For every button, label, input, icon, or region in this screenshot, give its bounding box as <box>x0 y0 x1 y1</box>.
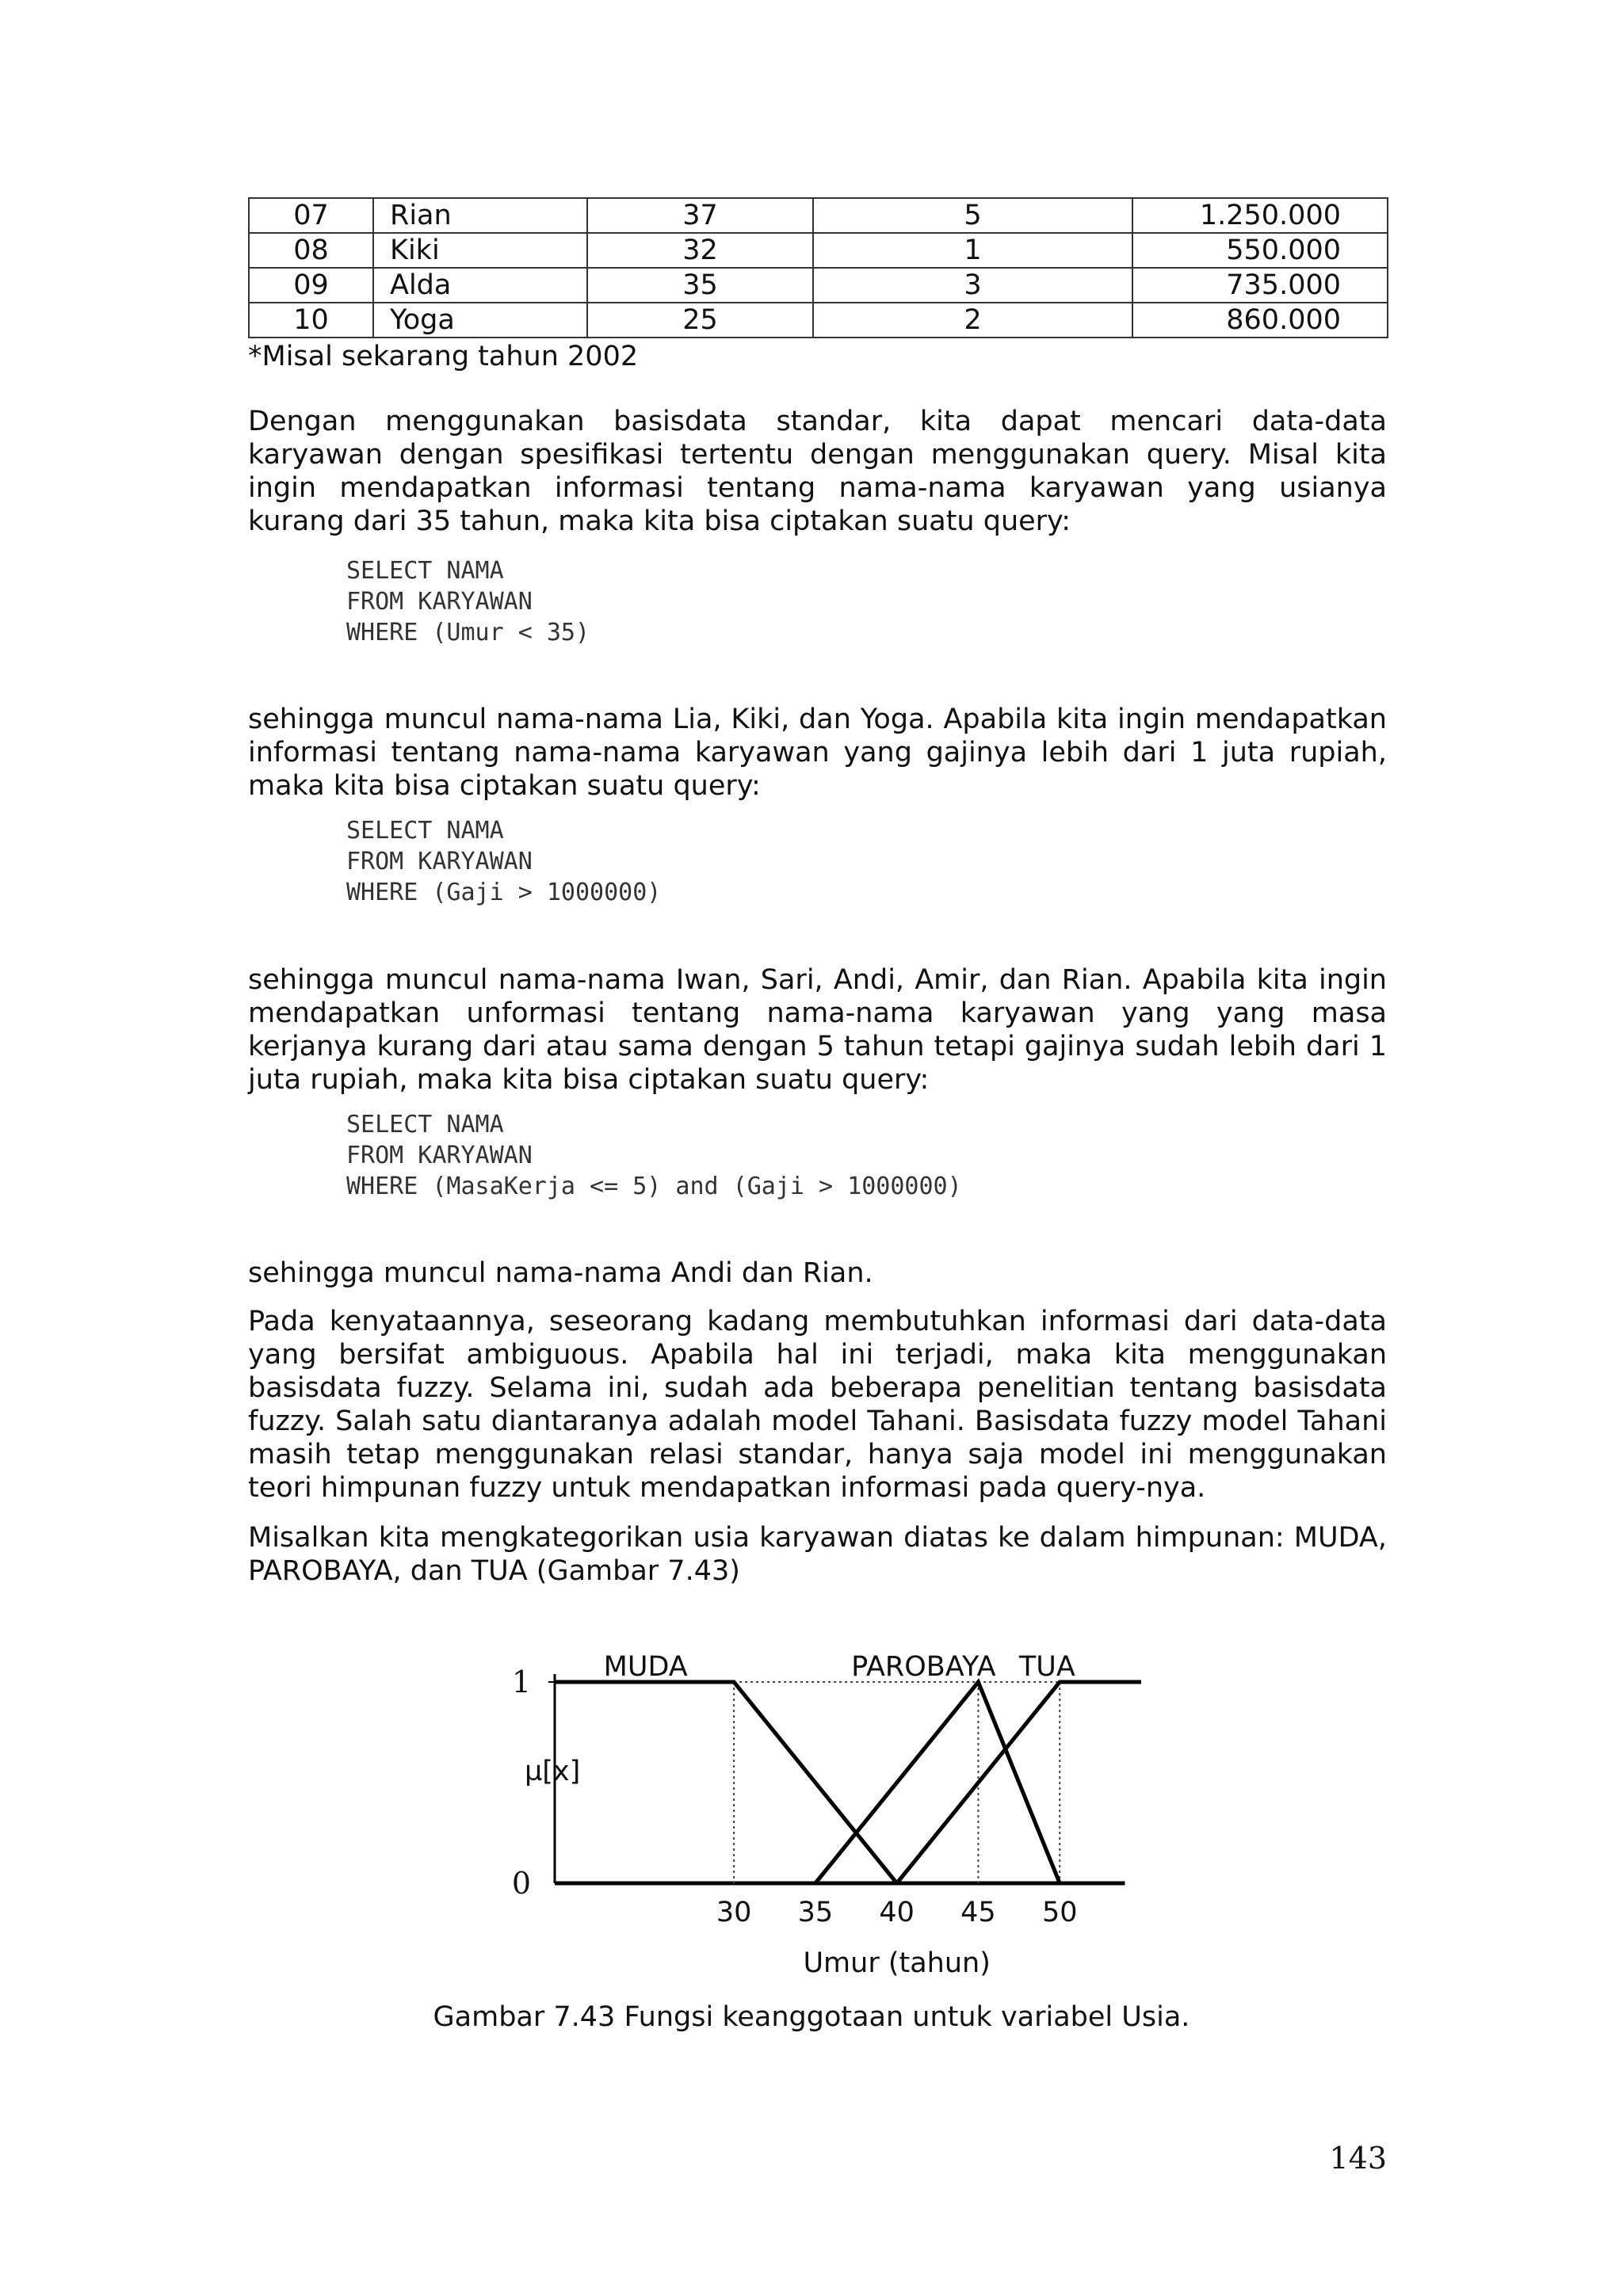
y-tick-label: 0 <box>511 1866 531 1901</box>
cell-no: 07 <box>249 198 373 233</box>
paragraph-4: sehingga muncul nama-nama Andi dan Rian. <box>248 1257 873 1289</box>
cell-gaji: 1.250.000 <box>1132 198 1388 233</box>
paragraph-5: Pada kenyataannya, seseorang kadang membutuhkan informasi dari data-data yang bersifat ambiguous. Apabila hal ini terjadi, maka kita menggunakan basisdata fuzzy. Selama ini, sudah ada beberapa penelitian tentang basisdata fuzzy. Salah satu diantaranya adalah model Tahani. Basisdata fuzzy model Tahani masih tetap menggunakan relasi standar, hanya saja model ini menggunakan teori himpunan fuzzy untuk mendapatkan informasi pada query-nya. <box>248 1306 1387 1504</box>
cell-umur: 37 <box>587 198 813 233</box>
x-tick-label: 35 <box>797 1897 834 1928</box>
table-row <box>249 233 1388 268</box>
cell-no: 10 <box>249 303 373 338</box>
cell-masa-kerja: 3 <box>813 268 1132 303</box>
table-row <box>249 303 1388 338</box>
x-tick-label: 50 <box>1041 1897 1078 1928</box>
series-label: MUDA <box>603 1651 688 1683</box>
cell-gaji: 550.000 <box>1132 233 1388 268</box>
series-label: PAROBAYA <box>851 1651 996 1683</box>
query-2-line: FROM KARYAWAN <box>346 848 533 875</box>
employee-table <box>248 197 1388 338</box>
paragraph-6: Misalkan kita mengkategorikan usia karyawan diatas ke dalam himpunan: MUDA, PAROBAYA, dan TUA (Gambar 7.43) <box>248 1522 1387 1587</box>
membership-function-chart <box>475 1640 1157 1981</box>
y-axis-label: µ[x] <box>525 1756 581 1787</box>
query-1 <box>346 555 590 648</box>
cell-masa-kerja: 5 <box>813 198 1132 233</box>
cell-nama: Kiki <box>373 233 587 268</box>
query-3-line: FROM KARYAWAN <box>346 1142 533 1169</box>
series-parobaya <box>815 1682 1060 1883</box>
series-label: TUA <box>1018 1651 1075 1683</box>
paragraph-2: sehingga muncul nama-nama Lia, Kiki, dan Yoga. Apabila kita ingin mendapatkan informasi tentang nama-nama karyawan yang gajinya lebih dari 1 juta rupiah, maka kita bisa ciptakan suatu query: <box>248 704 1387 802</box>
query-3-line: WHERE (MasaKerja <= 5) and (Gaji > 1000000) <box>346 1173 962 1200</box>
cell-masa-kerja: 1 <box>813 233 1132 268</box>
x-axis-label: Umur (tahun) <box>803 1947 991 1979</box>
query-3-line: SELECT NAMA <box>346 1111 504 1138</box>
cell-umur: 25 <box>587 303 813 338</box>
x-tick-label: 40 <box>879 1897 915 1928</box>
y-tick-label: 1 <box>511 1665 531 1699</box>
table-note: *Misal sekarang tahun 2002 <box>248 341 639 372</box>
cell-masa-kerja: 2 <box>813 303 1132 338</box>
cell-nama: Alda <box>373 268 587 303</box>
page-number: 143 <box>1329 2141 1387 2176</box>
query-3 <box>346 1109 962 1202</box>
cell-nama: Yoga <box>373 303 587 338</box>
cell-umur: 32 <box>587 233 813 268</box>
query-1-line: WHERE (Umur < 35) <box>346 619 590 646</box>
query-2 <box>346 815 661 908</box>
query-1-line: FROM KARYAWAN <box>346 588 533 616</box>
cell-gaji: 735.000 <box>1132 268 1388 303</box>
query-2-line: WHERE (Gaji > 1000000) <box>346 879 662 906</box>
x-tick-label: 30 <box>716 1897 752 1928</box>
cell-gaji: 860.000 <box>1132 303 1388 338</box>
query-1-line: SELECT NAMA <box>346 557 504 585</box>
cell-nama: Rian <box>373 198 587 233</box>
x-tick-label: 45 <box>960 1897 996 1928</box>
table-row <box>249 198 1388 233</box>
paragraph-3: sehingga muncul nama-nama Iwan, Sari, Andi, Amir, dan Rian. Apabila kita ingin mendapatkan unformasi tentang nama-nama karyawan yang yang masa kerjanya kurang dari atau sama dengan 5 tahun tetapi gajinya sudah lebih dari 1 juta rupiah, maka kita bisa ciptakan suatu query: <box>248 964 1387 1096</box>
cell-no: 08 <box>249 233 373 268</box>
cell-no: 09 <box>249 268 373 303</box>
cell-umur: 35 <box>587 268 813 303</box>
table-row <box>249 268 1388 303</box>
paragraph-1: Dengan menggunakan basisdata standar, kita dapat mencari data-data karyawan dengan spesifikasi tertentu dengan menggunakan query. Misal kita ingin mendapatkan informasi tentang nama-nama karyawan yang usianya kurang dari 35 tahun, maka kita bisa ciptakan suatu query: <box>248 406 1387 537</box>
series-muda <box>555 1682 897 1883</box>
figure-caption: Gambar 7.43 Fungsi keanggotaan untuk variabel Usia. <box>433 2001 1190 2033</box>
query-2-line: SELECT NAMA <box>346 817 504 845</box>
